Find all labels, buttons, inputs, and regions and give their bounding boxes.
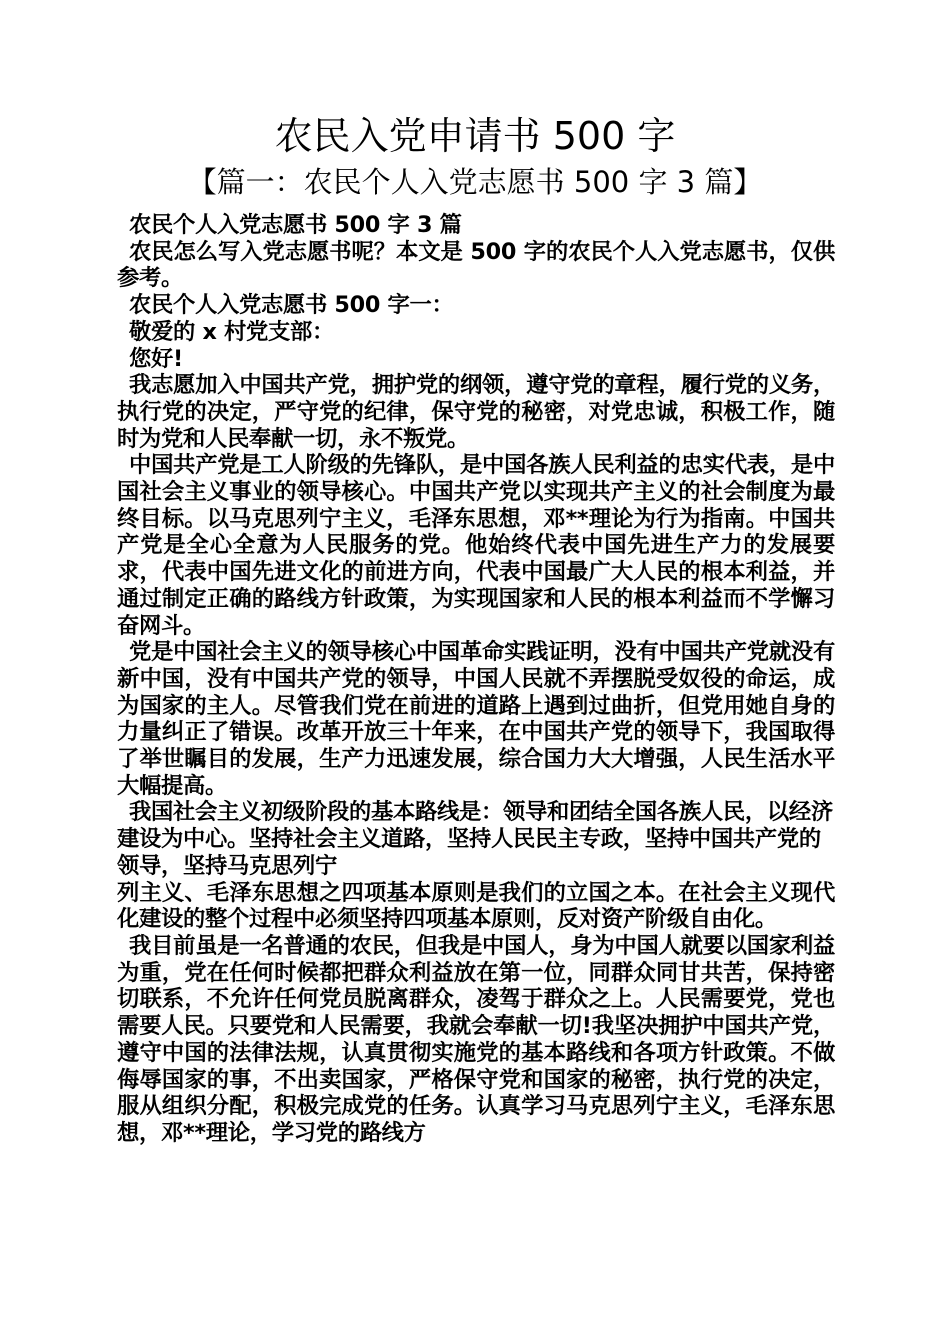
paragraph-heading: 农民个人入党志愿书 500 字 3 篇 (129, 212, 462, 238)
document-body (117, 212, 835, 1147)
paragraph-intro: 农民怎么写入党志愿书呢？本文是 500 字的农民个人入党志愿书，仅供参考。 (117, 238, 835, 292)
paragraph-body: 我志愿加入中国共产党，拥护党的纲领，遵守党的章程，履行党的义务，执行党的决定，严守党的纪律，保守党的秘密，对党忠诚，积极工作，随时为党和人民奉献一切，永不叛党。 (117, 372, 835, 452)
paragraph-body: 中国共产党是工人阶级的先锋队，是中国各族人民利益的忠实代表，是中国社会主义事业的领导核心。中国共产党以实现共产主义的社会制度为最终目标。以马克思列宁主义，毛泽东思想，邓**理论为行为指南。中国共产党是全心全意为人民服务的党。他始终代表中国先进生产力的发展要求，代表中国先进文化的前进方向，代表中国最广大人民的根本利益，并通过制定正确的路线方针政策，为实现国家和人民的根本利益而不学懈习奋网斗。 (117, 452, 835, 639)
paragraph-section-title: 农民个人入党志愿书 500 字一： (129, 292, 454, 319)
paragraph-body: 党是中国社会主义的领导核心中国革命实践证明，没有中国共产党就没有新中国，没有中国共产党的领导，中国人民就不弄摆脱受奴役的命运，成为国家的主人。尽管我们党在前进的道路上遇到过曲折，但党用她自身的力量纠正了错误。改革开放三十年来，在中国共产党的领导下，我国取得了举世瞩目的发展，生产力迅速发展，综合国力大大增强，人民生活水平大幅提高。 (117, 639, 835, 799)
paragraph-body: 我目前虽是一名普通的农民，但我是中国人，身为中国人就要以国家利益为重，党在任何时候都把群众利益放在第一位，同群众同甘共苦，保持密切联系，不允许任何党员脱离群众，凌驾于群众之上。人民需要党，党也需要人民。只要党和人民需要，我就会奉献一切!我坚决拥护中国共产党，遵守中国的法律法规，认真贯彻实施党的基本路线和各项方针政策。不做侮辱国家的事，不出卖国家，严格保守党和国家的秘密，执行党的决定，服从组织分配，积极完成党的任务。认真学习马克思列宁主义，毛泽东思想，邓**理论，学习党的路线方 (117, 932, 835, 1146)
paragraph-body: 列主义、毛泽东思想之四项基本原则是我们的立国之本。在社会主义现代化建设的整个过程中必须坚持四项基本原则，反对资产阶级自由化。 (117, 879, 835, 933)
paragraph-greeting: 您好! (129, 345, 183, 372)
paragraph-salutation: 敬爱的 x 村党支部： (129, 318, 334, 345)
document-title: 农民入党申请书 500 字 (274, 114, 676, 158)
document-subtitle: 【篇一：农民个人入党志愿书 500 字 3 篇】 (187, 165, 763, 199)
paragraph-body: 我国社会主义初级阶段的基本路线是：领导和团结全国各族人民，以经济建设为中心。坚持社会主义道路，坚持人民民主专政，坚持中国共产党的领导，坚持马克思列宁 (117, 799, 833, 879)
